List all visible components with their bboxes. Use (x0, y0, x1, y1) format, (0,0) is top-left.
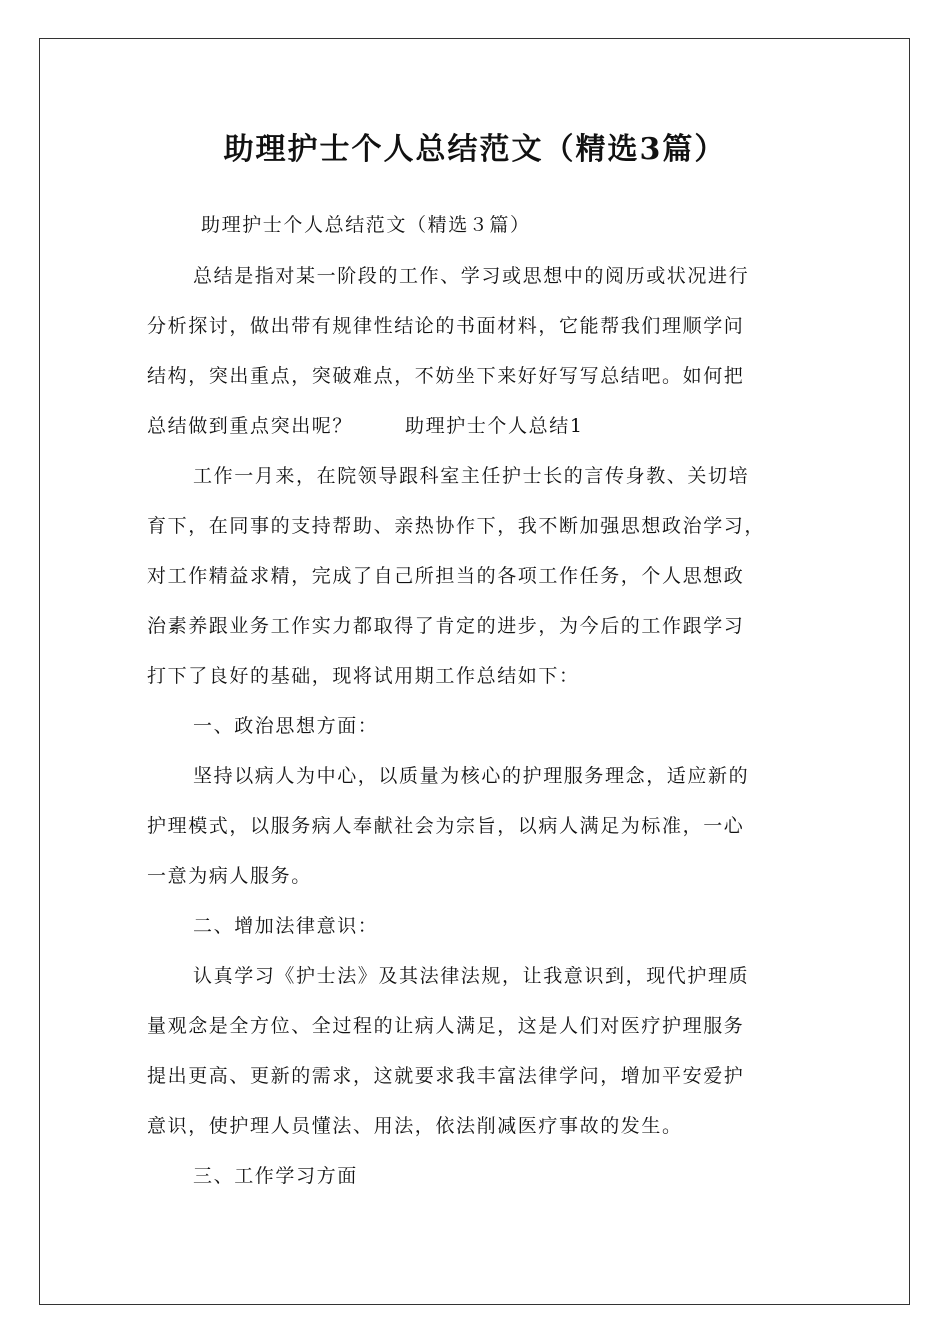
heading-politics: 一、政治思想方面： (193, 715, 379, 737)
para2-line-1: 坚持以病人为中心，以质量为核心的护理服务理念，适应新的 (193, 765, 750, 787)
para3-line-2: 量观念是全方位、全过程的让病人满足，这是人们对医疗护理服务 (147, 1015, 745, 1037)
heading-work-study: 三、工作学习方面 (193, 1165, 358, 1187)
intro-line-2: 分析探讨，做出带有规律性结论的书面材料，它能帮我们理顺学问 (147, 315, 745, 337)
para1-line-5: 打下了良好的基础，现将试用期工作总结如下： (147, 665, 580, 687)
intro-line-4-text: 总结做到重点突出呢？ (147, 415, 354, 437)
intro-line-1: 总结是指对某一阶段的工作、学习或思想中的阅历或状况进行 (193, 265, 750, 287)
para3-line-4: 意识，使护理人员懂法、用法，依法削减医疗事故的发生。 (147, 1115, 683, 1137)
intro-line-4 (147, 412, 584, 440)
para3-line-1: 认真学习《护士法》及其法律法规，让我意识到，现代护理质 (193, 965, 750, 987)
para1-line-2: 育下，在同事的支持帮助、亲热协作下，我不断加强思想政治学习， (147, 515, 766, 537)
para2-line-3: 一意为病人服务。 (147, 865, 312, 887)
para1-line-1: 工作一月来，在院领导跟科室主任护士长的言传身教、关切培 (193, 465, 750, 487)
intro-line-3: 结构，突出重点，突破难点，不妨坐下来好好写写总结吧。如何把 (147, 365, 745, 387)
section-heading: 助理护士个人总结1 (405, 415, 584, 437)
heading-law: 二、增加法律意识： (193, 915, 379, 937)
document-title: 助理护士个人总结范文（精选3篇） (223, 132, 727, 167)
para1-line-4: 治素养跟业务工作实力都取得了肯定的进步，为今后的工作跟学习 (147, 615, 745, 637)
document-subtitle: 助理护士个人总结范文（精选３篇） (201, 214, 531, 236)
para1-line-3: 对工作精益求精，完成了自己所担当的各项工作任务，个人思想政 (147, 565, 745, 587)
para2-line-2: 护理模式，以服务病人奉献社会为宗旨，以病人满足为标准，一心 (147, 815, 745, 837)
para3-line-3: 提出更高、更新的需求，这就要求我丰富法律学问，增加平安爱护 (147, 1065, 745, 1087)
